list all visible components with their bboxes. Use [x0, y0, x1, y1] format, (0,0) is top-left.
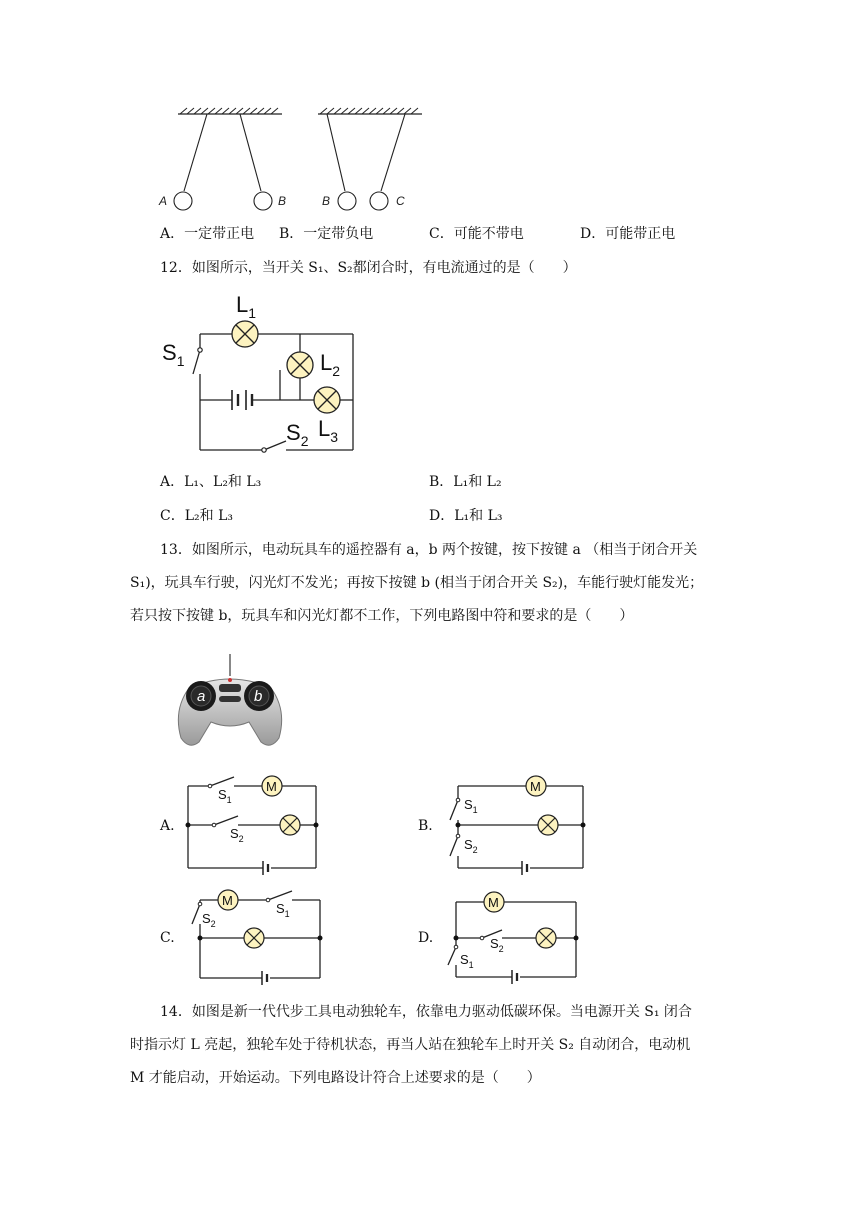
l2-label: $L_2$: [320, 350, 341, 379]
q13-option-c-label: C.: [160, 930, 175, 946]
svg-text:S2: $S_2$: [202, 911, 216, 929]
q13-option-d-label: D.: [418, 930, 434, 946]
q13-circuit-c: [180, 880, 330, 985]
q11-option-c: C．可能不带电: [429, 226, 524, 242]
q12-stem: 12．如图所示，当开关 S₁、S₂都闭合时，有电流通过的是（ ）: [160, 260, 577, 276]
label-b2: B: [322, 194, 331, 208]
q12-option-c: C．L₂和 L₃: [160, 508, 233, 524]
ball-b: [254, 192, 272, 210]
svg-text:M: M: [222, 893, 233, 908]
ball-a: [174, 192, 192, 210]
q13-stem-line-3: 若只按下按键 b，玩具车和闪光灯都不工作，下列电路图中符和要求的是（ ）: [130, 608, 634, 624]
q13-circuit-b: [440, 770, 590, 875]
q14-stem-line-3: M 才能启动，开始运动。下列电路设计符合上述要求的是（ ）: [130, 1070, 541, 1086]
q11-option-b: B．一定带负电: [279, 226, 374, 242]
svg-text:S2: $S_2$: [490, 936, 504, 954]
s2-label: $S_2$: [286, 420, 309, 449]
q14-stem-line-2: 时指示灯 L 亮起，独轮车处于待机状态，再当人站在独轮车上时开关 S₂ 自动闭合，电动机: [130, 1037, 691, 1053]
q12-option-d: D．L₁和 L₃: [429, 508, 503, 524]
q11-option-a: A．一定带正电: [160, 226, 255, 242]
svg-text:M: M: [488, 895, 499, 910]
q11-pendulum-figure: [150, 100, 440, 215]
s1-label: $S_1$: [162, 340, 185, 369]
q13-circuit-a: [180, 770, 330, 875]
q14-stem: [130, 996, 860, 1095]
q13-circuit-d: [440, 885, 590, 985]
q11-option-d: D．可能带正电: [580, 226, 676, 242]
q12-circuit-diagram: [160, 290, 370, 460]
svg-text:M: M: [266, 779, 277, 794]
q12-option-b: B．L₁和 L₂: [429, 474, 502, 490]
svg-text:M: M: [530, 779, 541, 794]
q12-option-a: A．L₁、L₂和 L₃: [160, 474, 262, 490]
label-c: C: [396, 194, 405, 208]
svg-text:S1: $S_1$: [276, 901, 290, 919]
label-a: A: [159, 194, 168, 208]
q13-option-a-label: A.: [160, 818, 175, 834]
q14-stem-line-1: 14．如图是新一代代步工具电动独轮车，依靠电力驱动低碳环保。当电源开关 S₁ 闭合: [160, 1004, 692, 1020]
button-b-label: b: [254, 688, 263, 705]
ball-b2: [338, 192, 356, 210]
q13-stem-line-1: 13．如图所示，电动玩具车的遥控器有 a，b 两个按键，按下按键 a （相当于闭合开关: [160, 542, 698, 558]
q13-option-b-label: B.: [418, 818, 433, 834]
svg-text:S1: $S_1$: [460, 952, 474, 970]
l3-label: $L_3$: [318, 416, 339, 445]
l1-label: $L_1$: [236, 292, 257, 321]
label-b: B: [278, 194, 287, 208]
q13-stem: [130, 534, 860, 633]
ball-c: [370, 192, 388, 210]
remote-controller-image: [175, 650, 285, 750]
svg-text:S1: $S_1$: [218, 787, 232, 805]
svg-text:S1: $S_1$: [464, 797, 478, 815]
q13-stem-line-2: S₁)，玩具车行驶，闪光灯不发光；再按下按键 b (相当于闭合开关 S₂)，车能行驶灯能发光；: [130, 575, 704, 591]
svg-text:S2: $S_2$: [464, 837, 478, 855]
button-a-label: a: [197, 688, 206, 705]
svg-text:S2: $S_2$: [230, 826, 244, 844]
